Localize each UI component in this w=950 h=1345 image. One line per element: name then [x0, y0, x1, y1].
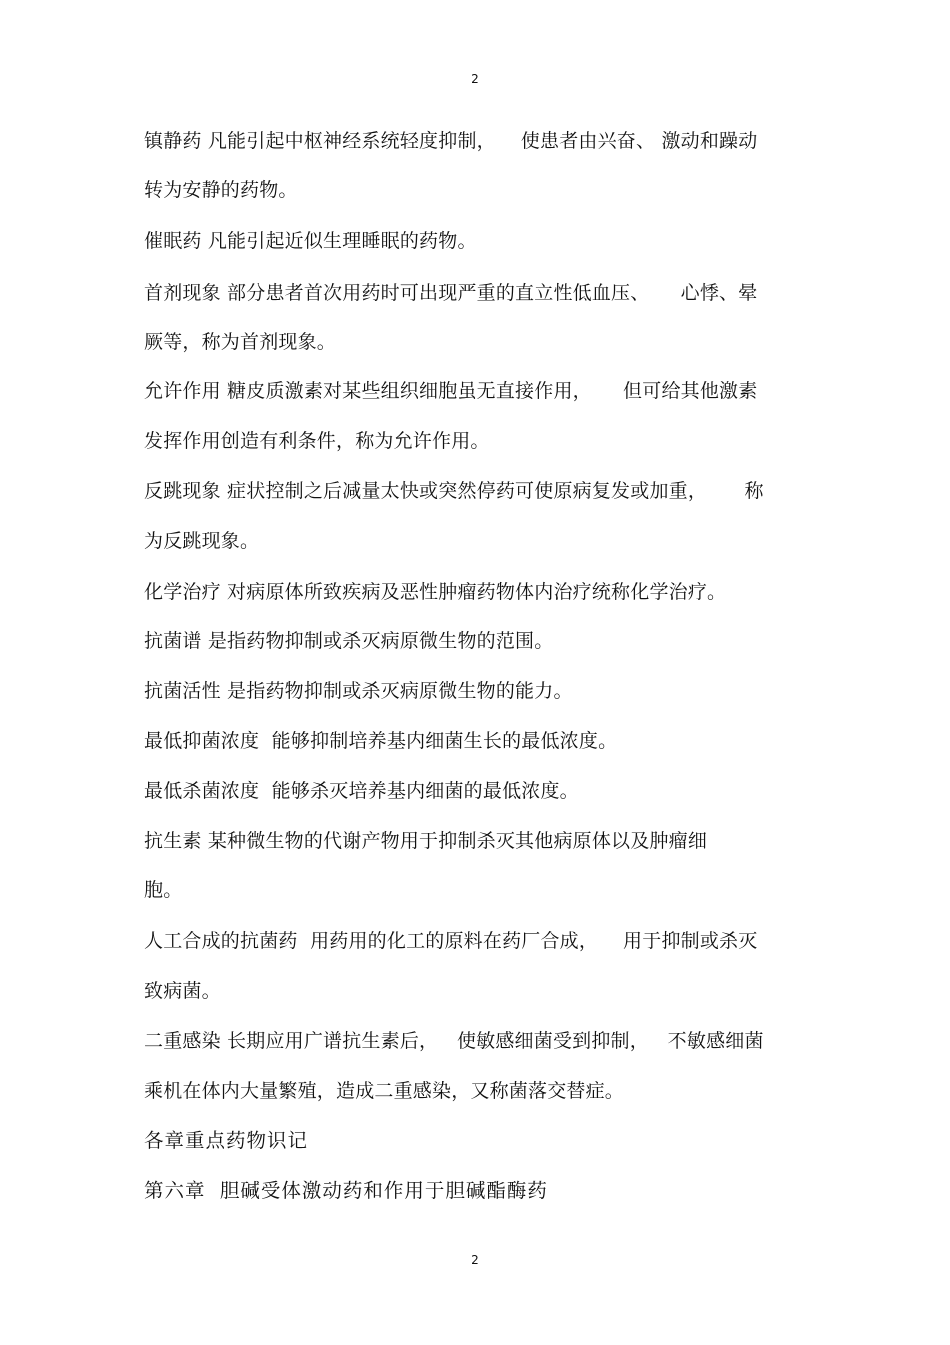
text-line: 发挥作用创造有利条件，称为允许作用。	[144, 430, 490, 452]
text-line: 抗生素 某种微生物的代谢产物用于抑制杀灭其他病原体以及肿瘤细	[144, 830, 708, 852]
text-line: 致病菌。	[144, 980, 221, 1002]
text-line: 镇静药 凡能引起中枢神经系统轻度抑制， 使患者由兴奋、 激动和躁动	[144, 130, 758, 152]
text-line: 化学治疗 对病原体所致疾病及恶性肿瘤药物体内治疗统称化学治疗。	[144, 581, 727, 603]
text-line: 胞。	[144, 879, 183, 901]
text-line: 允许作用 糖皮质激素对某些组织细胞虽无直接作用， 但可给其他激素	[144, 380, 758, 402]
text-line: 最低杀菌浓度 能够杀灭培养基内细菌的最低浓度。	[144, 780, 579, 802]
text-line: 转为安静的药物。	[144, 179, 298, 201]
page-number-top: 2	[471, 72, 479, 86]
text-line: 二重感染 长期应用广谱抗生素后， 使敏感细菌受到抑制， 不敏感细菌	[144, 1030, 764, 1052]
text-line: 厥等，称为首剂现象。	[144, 331, 337, 353]
text-line: 抗菌谱 是指药物抑制或杀灭病原微生物的范围。	[144, 630, 554, 652]
text-line: 乘机在体内大量繁殖，造成二重感染，又称菌落交替症。	[144, 1080, 625, 1102]
text-line: 为反跳现象。	[144, 530, 260, 552]
section-heading: 各章重点药物识记	[144, 1129, 309, 1152]
text-line: 人工合成的抗菌药 用药用的化工的原料在药厂合成， 用于抑制或杀灭	[144, 930, 758, 952]
text-line: 反跳现象 症状控制之后减量太快或突然停药可使原病复发或加重， 称	[144, 480, 764, 502]
text-line: 首剂现象 部分患者首次用药时可出现严重的直立性低血压、 心悸、晕	[144, 282, 758, 304]
text-line: 抗菌活性 是指药物抑制或杀灭病原微生物的能力。	[144, 680, 573, 702]
page-number-bottom: 2	[471, 1253, 479, 1267]
chapter-heading: 第六章 胆碱受体激动药和作用于胆碱酯酶药	[144, 1179, 548, 1202]
text-line: 催眠药 凡能引起近似生理睡眠的药物。	[144, 230, 477, 252]
text-line: 最低抑菌浓度 能够抑制培养基内细菌生长的最低浓度。	[144, 730, 618, 752]
